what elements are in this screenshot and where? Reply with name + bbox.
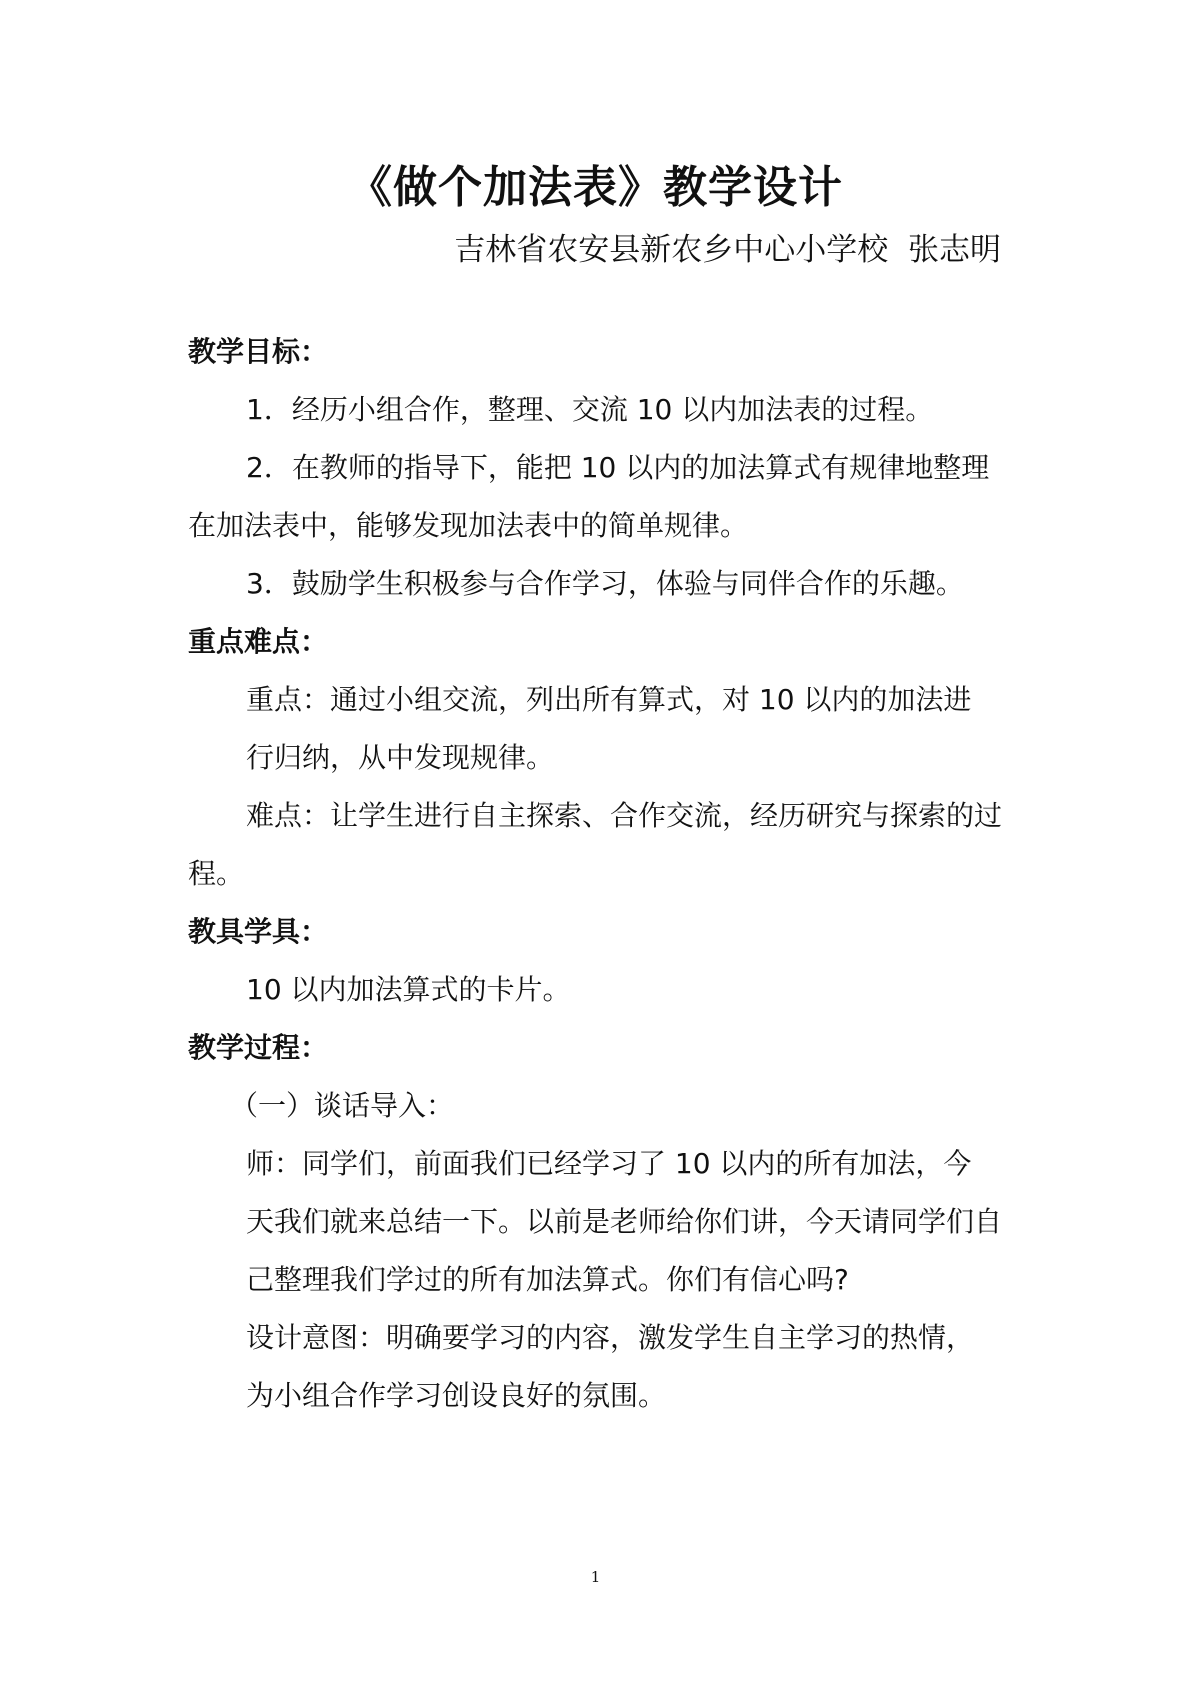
materials-heading: 教具学具：	[188, 915, 329, 948]
process-heading: 教学过程：	[188, 1031, 329, 1064]
objective-item-1: 1．经历小组合作，整理、交流 10 以内加法表的过程。	[246, 393, 934, 426]
key-points-heading: 重点难点：	[188, 625, 329, 658]
page-number: 1	[590, 1568, 601, 1586]
objectives-heading: 教学目标：	[188, 335, 329, 368]
difficult-point-line-1: 难点：让学生进行自主探索、合作交流，经历研究与探索的过	[246, 799, 1003, 832]
key-point-line-2: 行归纳，从中发现规律。	[246, 741, 555, 774]
author-line: 吉林省农安县新农乡中心小学校 张志明	[454, 232, 1001, 268]
key-point-line-1: 重点：通过小组交流，列出所有算式，对 10 以内的加法进	[246, 683, 972, 716]
teacher-line-3: 己整理我们学过的所有加法算式。你们有信心吗?	[246, 1263, 849, 1296]
materials-text: 10 以内加法算式的卡片。	[246, 973, 571, 1006]
teacher-line-2: 天我们就来总结一下。以前是老师给你们讲，今天请同学们自	[246, 1205, 1003, 1238]
difficult-point-line-2: 程。	[188, 857, 245, 890]
teacher-line-1: 师：同学们，前面我们已经学习了 10 以内的所有加法，今	[246, 1147, 972, 1180]
objective-item-2-line-2: 在加法表中，能够发现加法表中的简单规律。	[188, 509, 749, 542]
process-step-1-title: （一）谈话导入：	[230, 1089, 455, 1122]
design-intent-line-2: 为小组合作学习创设良好的氛围。	[246, 1379, 667, 1412]
document-title: 《做个加法表》教学设计	[348, 162, 843, 213]
objective-item-2-line-1: 2．在教师的指导下，能把 10 以内的加法算式有规律地整理	[246, 451, 990, 484]
design-intent-line-1: 设计意图：明确要学习的内容，激发学生自主学习的热情，	[246, 1321, 975, 1354]
objective-item-3: 3．鼓励学生积极参与合作学习，体验与同伴合作的乐趣。	[246, 567, 964, 600]
